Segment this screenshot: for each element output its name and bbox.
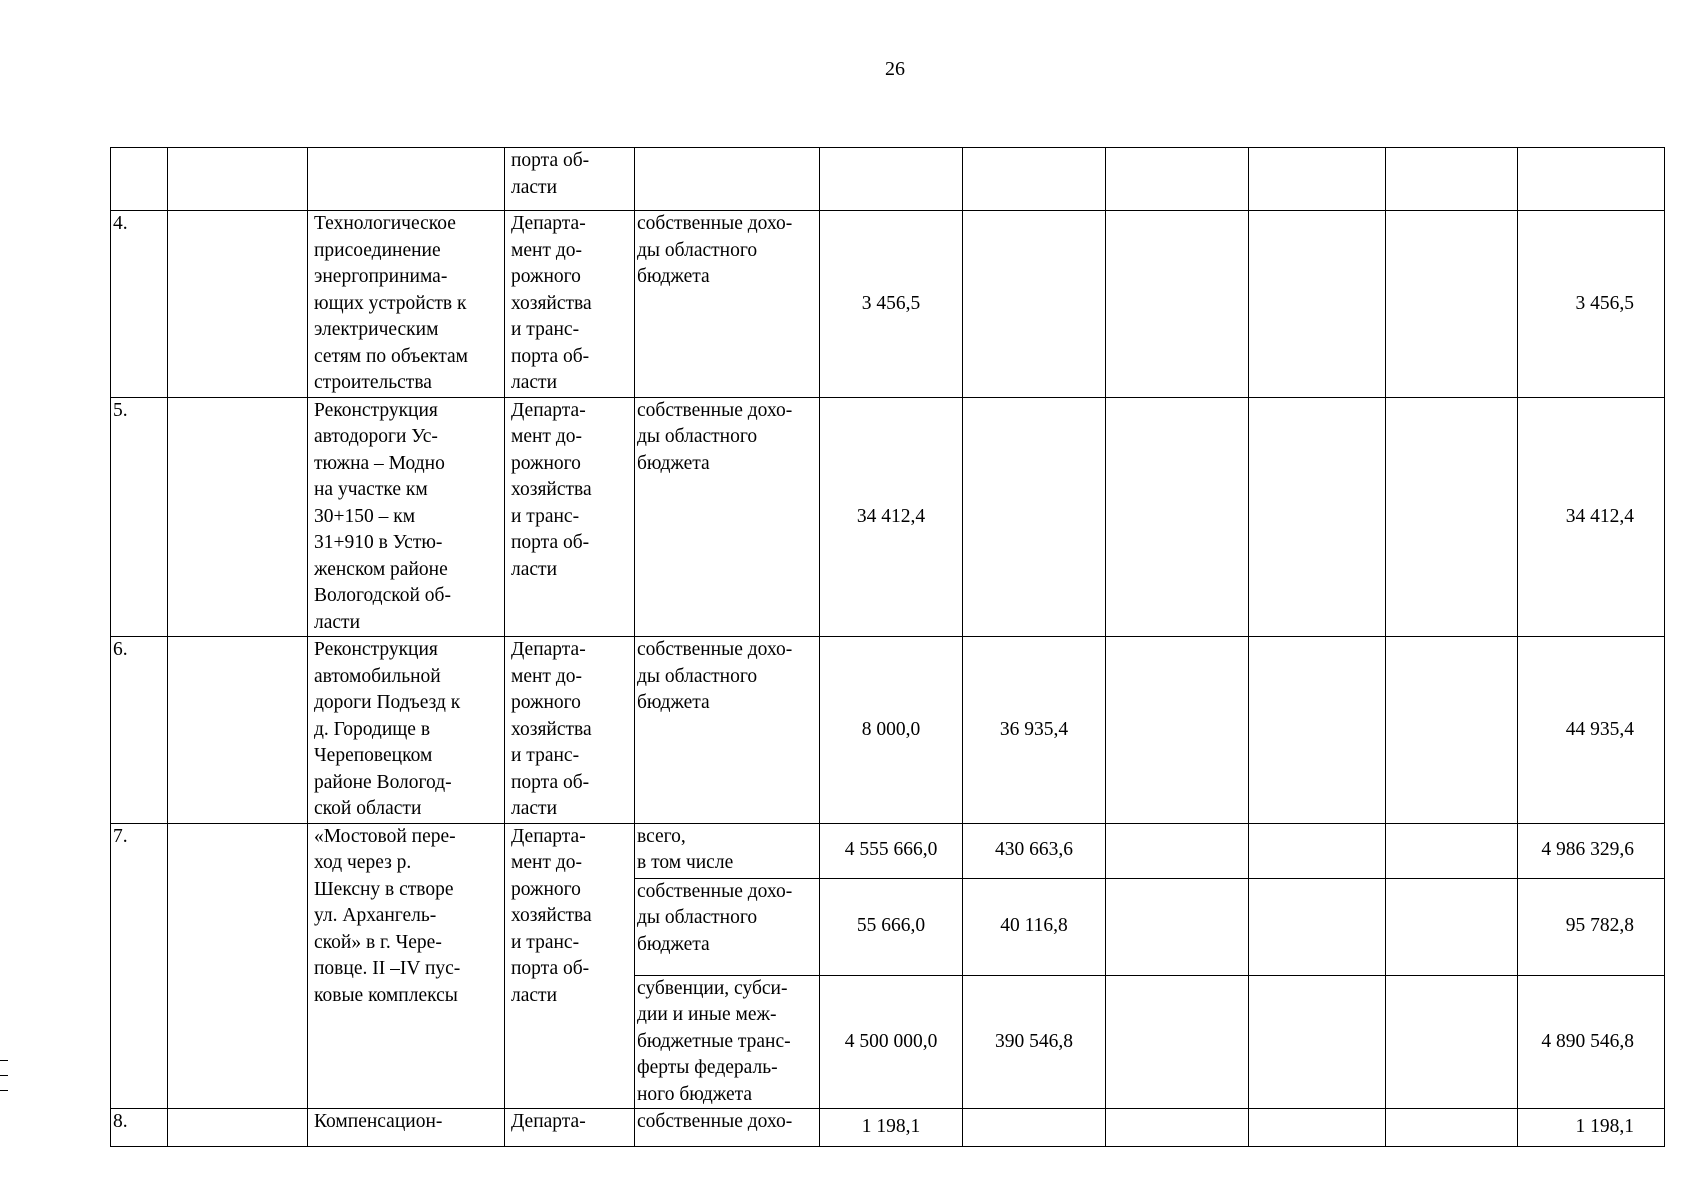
value-total: 44 935,4: [1518, 637, 1665, 824]
value-year-4: [1249, 823, 1386, 878]
value-year-1: 55 666,0: [820, 878, 963, 975]
value-year-1: 1 198,1: [820, 1109, 963, 1147]
value-year-3: [1106, 211, 1249, 398]
value-year-3: [1106, 397, 1249, 637]
value-year-2: [963, 397, 1106, 637]
funding-source: собственные дохо- ды областного бюджета: [635, 397, 820, 637]
executor: Департа- мент до- рожного хозяйства и транс- порта об- ласти: [505, 823, 635, 1109]
value-year-5: [1386, 637, 1518, 824]
value-year-2: 430 663,6: [963, 823, 1106, 878]
value-total: 3 456,5: [1518, 211, 1665, 398]
value-year-3: [1106, 878, 1249, 975]
value-year-5: [1386, 211, 1518, 398]
object-name: Технологическое присоединение энергопринима- ющих устройств к электрическим сетям по объектам строительства: [308, 211, 505, 398]
value-year-4: [1249, 1109, 1386, 1147]
page-number: 26: [885, 58, 905, 80]
funding-source: собственные дохо-: [635, 1109, 820, 1147]
value-total: 4 986 329,6: [1518, 823, 1665, 878]
table-row: [111, 823, 1665, 878]
value-year-2: [963, 148, 1106, 211]
funding-source: всего, в том числе: [635, 823, 820, 878]
table-row: [111, 1109, 1665, 1147]
value-year-4: [1249, 148, 1386, 211]
value-year-1: 34 412,4: [820, 397, 963, 637]
margin-mark: [0, 1075, 8, 1076]
value-year-5: [1386, 975, 1518, 1109]
funding-source: собственные дохо- ды областного бюджета: [635, 637, 820, 824]
value-total: [1518, 148, 1665, 211]
value-year-3: [1106, 975, 1249, 1109]
value-year-2: 390 546,8: [963, 975, 1106, 1109]
value-total: 1 198,1: [1518, 1109, 1665, 1147]
table-row: [111, 637, 1665, 824]
margin-binding-marks: [0, 1060, 10, 1105]
value-year-4: [1249, 637, 1386, 824]
table-row: [111, 397, 1665, 637]
table-row: [111, 148, 1665, 211]
empty-cell: [168, 148, 308, 211]
value-year-1: 4 500 000,0: [820, 975, 963, 1109]
executor: порта об- ласти: [505, 148, 635, 211]
object-name: Реконструкция автодороги Ус- тюжна – Модно на участке км 30+150 – км 31+910 в Устю- женском районе Вологодской об- ласти: [308, 397, 505, 637]
empty-cell: [168, 211, 308, 398]
executor: Департа- мент до- рожного хозяйства и транс- порта об- ласти: [505, 211, 635, 398]
object-name: Компенсацион-: [308, 1109, 505, 1147]
funding-source: субвенции, субси- дии и иные меж- бюджетные транс- ферты федераль- ного бюджета: [635, 975, 820, 1109]
funding-source: собственные дохо- ды областного бюджета: [635, 878, 820, 975]
value-year-5: [1386, 823, 1518, 878]
object-name: [308, 148, 505, 211]
executor: Департа- мент до- рожного хозяйства и транс- порта об- ласти: [505, 637, 635, 824]
row-number: 8.: [111, 1109, 168, 1147]
object-name: Реконструкция автомобильной дороги Подъезд к д. Городище в Череповецком районе Вологод- ской области: [308, 637, 505, 824]
row-number: [111, 148, 168, 211]
funding-source: [635, 148, 820, 211]
empty-cell: [168, 1109, 308, 1147]
value-year-5: [1386, 397, 1518, 637]
value-year-1: [820, 148, 963, 211]
value-year-2: [963, 211, 1106, 398]
value-year-4: [1249, 878, 1386, 975]
empty-cell: [168, 637, 308, 824]
value-year-3: [1106, 148, 1249, 211]
row-number: 5.: [111, 397, 168, 637]
value-year-2: 40 116,8: [963, 878, 1106, 975]
executor: Департа- мент до- рожного хозяйства и транс- порта об- ласти: [505, 397, 635, 637]
value-total: 95 782,8: [1518, 878, 1665, 975]
margin-mark: [0, 1060, 8, 1061]
object-name: «Мостовой пере- ход через р. Шексну в створе ул. Архангель- ской» в г. Чере- повце. II –IV пус- ковые комплексы: [308, 823, 505, 1109]
table-row: [111, 211, 1665, 398]
value-year-4: [1249, 211, 1386, 398]
value-year-3: [1106, 637, 1249, 824]
value-year-2: [963, 1109, 1106, 1147]
value-year-1: 8 000,0: [820, 637, 963, 824]
empty-cell: [168, 823, 308, 1109]
value-year-5: [1386, 1109, 1518, 1147]
value-year-1: 3 456,5: [820, 211, 963, 398]
row-number: 4.: [111, 211, 168, 398]
value-year-1: 4 555 666,0: [820, 823, 963, 878]
margin-mark: [0, 1090, 8, 1091]
budget-table: [110, 147, 1665, 1147]
empty-cell: [168, 397, 308, 637]
row-number: 6.: [111, 637, 168, 824]
value-year-3: [1106, 823, 1249, 878]
value-year-3: [1106, 1109, 1249, 1147]
executor: Департа-: [505, 1109, 635, 1147]
row-number: 7.: [111, 823, 168, 1109]
value-year-4: [1249, 975, 1386, 1109]
value-year-2: 36 935,4: [963, 637, 1106, 824]
value-year-5: [1386, 878, 1518, 975]
funding-source: собственные дохо- ды областного бюджета: [635, 211, 820, 398]
value-total: 34 412,4: [1518, 397, 1665, 637]
value-year-5: [1386, 148, 1518, 211]
value-total: 4 890 546,8: [1518, 975, 1665, 1109]
value-year-4: [1249, 397, 1386, 637]
